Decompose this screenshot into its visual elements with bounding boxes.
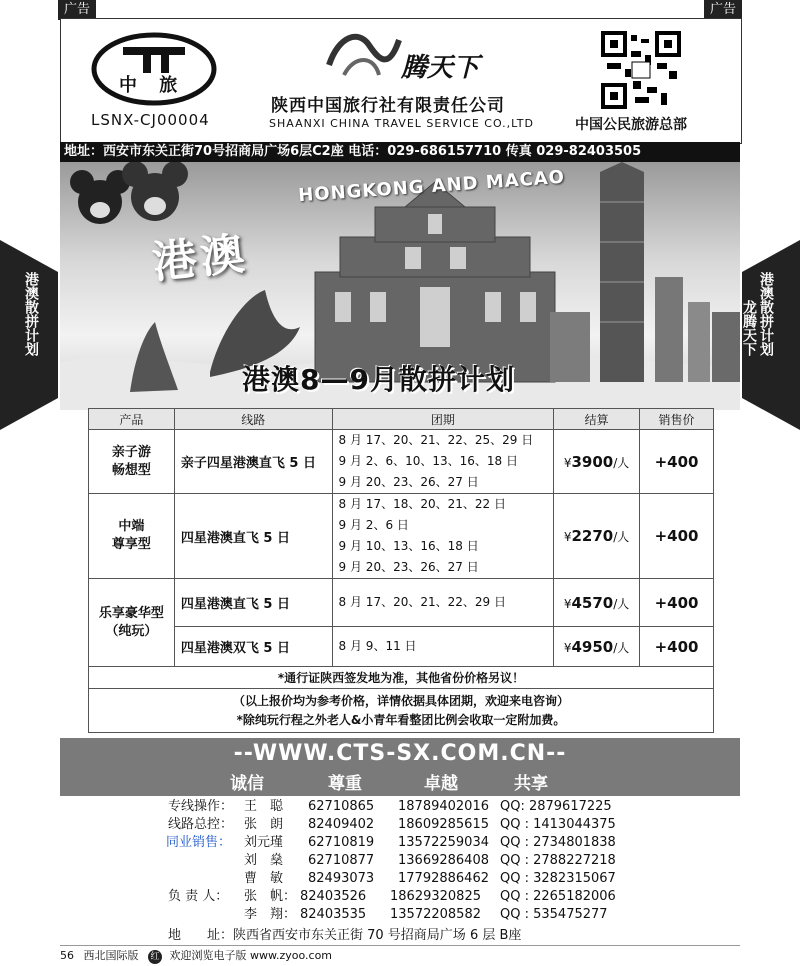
header-product: 产品: [89, 409, 175, 430]
page-number: 56: [60, 949, 74, 962]
dates-cell: 8 月 17、18、20、21、22 日 9 月 2、6 日 9 月 10、13、16、18 日 9 月 20、23、26、27 日: [332, 494, 554, 579]
side-flag-right-col1: 港澳散拼计划: [758, 272, 774, 356]
price-cell: ¥4570/人: [554, 579, 640, 627]
product-cell: 乐享豪华型 （纯玩）: [89, 579, 175, 667]
office-address: 地 址：陕西省西安市东关正街 70 号招商局广场 6 层 B座: [168, 928, 522, 943]
note-passport: *通行证陕西签发地为准，其他省份价格另议！: [89, 667, 714, 689]
table-row: [89, 494, 714, 579]
note-row: [89, 689, 714, 733]
footer-link[interactable]: 欢迎浏览电子版 www.zyoo.com: [169, 949, 333, 962]
side-flag-right-col2: 龙腾天下: [741, 300, 757, 356]
route-cell: 四星港澳直飞 5 日: [174, 579, 332, 627]
product-cell: 亲子游 畅想型: [89, 430, 175, 494]
value-item: 尊重: [328, 774, 362, 794]
license-number: LSNX-CJ00004: [91, 111, 210, 129]
company-name-en: SHAANXI CHINA TRAVEL SERVICE CO.,LTD: [269, 117, 534, 130]
banner: [60, 162, 740, 410]
logo-chars: 中 旅: [119, 75, 186, 96]
header-route: 线路: [174, 409, 332, 430]
dates-cell: 8 月 9、11 日: [332, 627, 554, 667]
table-row: [89, 627, 714, 667]
sale-cell: +400: [640, 494, 714, 579]
sale-cell: +400: [640, 627, 714, 667]
note-pricing: （以上报价均为参考价格，详情依据具体团期，欢迎来电咨询） *除纯玩行程之外老人&小青年看整团比例会收取一定附加费。: [89, 689, 714, 733]
edition-badge-icon: 红: [148, 950, 162, 964]
table-row: [89, 430, 714, 494]
hq-title: 中国公民旅游总部: [575, 117, 687, 133]
ad-tag-left: 广告: [58, 0, 96, 20]
value-item: 诚信: [230, 774, 264, 794]
header-dates: 团期: [332, 409, 554, 430]
sale-cell: +400: [640, 579, 714, 627]
header: [60, 18, 742, 144]
banner-title: 港澳8—9月散拼计划: [242, 363, 515, 396]
banner-big-chars: 港澳: [150, 228, 251, 289]
route-cell: 四星港澳双飞 5 日: [174, 627, 332, 667]
qr-code-icon: [601, 31, 681, 109]
price-cell: ¥4950/人: [554, 627, 640, 667]
website-band: [60, 738, 740, 796]
price-cell: ¥3900/人: [554, 430, 640, 494]
banner-en-title: HONGKONG AND MACAO: [297, 166, 566, 207]
route-cell: 四星港澳直飞 5 日: [174, 494, 332, 579]
value-item: 卓越: [424, 774, 458, 794]
header-settle: 结算: [554, 409, 640, 430]
website-url: --WWW.CTS-SX.COM.CN--: [233, 741, 567, 766]
slogan: 腾天下: [401, 53, 480, 83]
ad-tag-right: 广告: [704, 0, 742, 20]
dates-cell: 8 月 17、20、21、22、25、29 日 9 月 2、6、10、13、16、18 日 9 月 20、23、26、27 日: [332, 430, 554, 494]
dragon-calligraphy-icon: [319, 25, 409, 81]
values-row: [60, 769, 740, 793]
side-flag-left-text: 港澳散拼计划: [23, 272, 39, 356]
note-row: [89, 667, 714, 689]
table-header-row: [89, 409, 714, 430]
price-cell: ¥2270/人: [554, 494, 640, 579]
header-sale: 销售价: [640, 409, 714, 430]
page-footer: [60, 945, 740, 966]
address-bar: 地址：西安市东关正街70号招商局广场6层C2座 电话：029-686157710 传真 029-82403505: [60, 142, 740, 162]
cts-logo-icon: [89, 29, 219, 109]
edition-name: 西北国际版: [83, 949, 139, 962]
company-name-cn: 陕西中国旅行社有限责任公司: [271, 96, 505, 116]
plan-table: [88, 408, 714, 733]
route-cell: 亲子四星港澳直飞 5 日: [174, 430, 332, 494]
table-row: [89, 579, 714, 627]
dates-cell: 8 月 17、20、21、22、29 日: [332, 579, 554, 627]
sale-cell: +400: [640, 430, 714, 494]
product-cell: 中端 尊享型: [89, 494, 175, 579]
value-item: 共享: [514, 774, 548, 794]
